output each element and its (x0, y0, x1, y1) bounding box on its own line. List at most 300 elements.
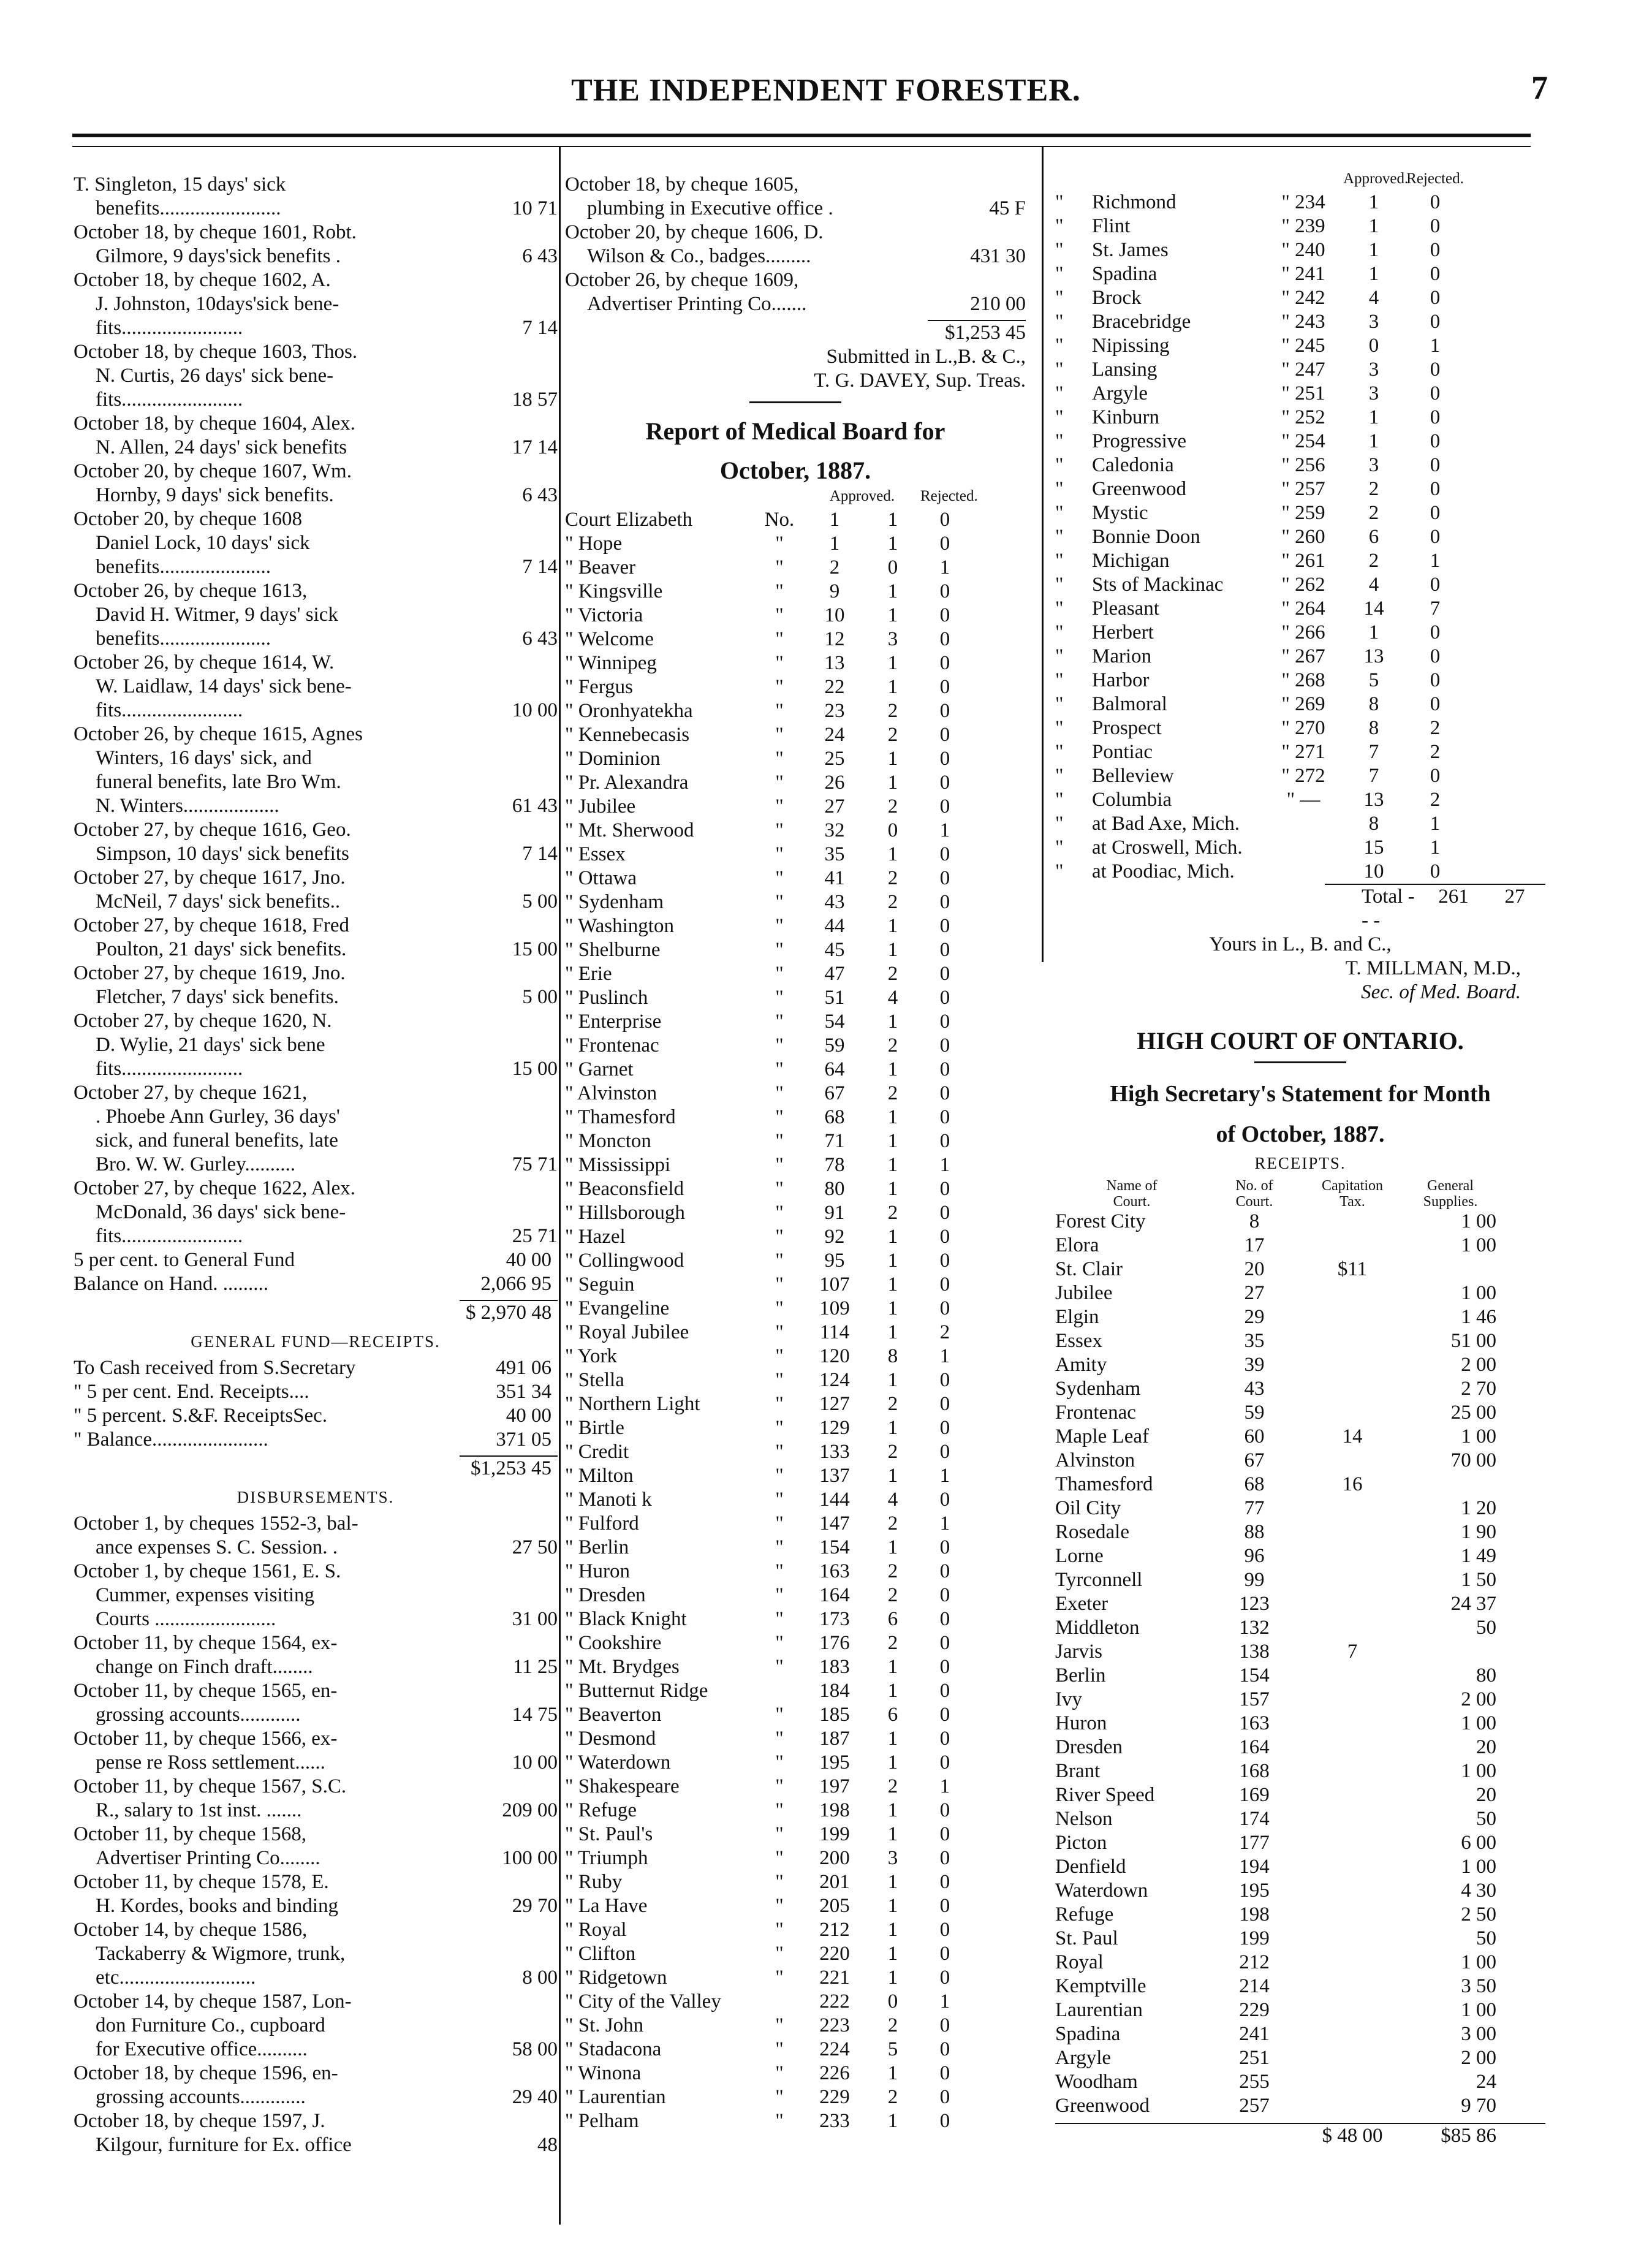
table-cell: 64 (824, 1058, 845, 1080)
table-cell: 0 (939, 1823, 950, 1845)
total-general: $85 86 (1441, 2125, 1496, 2147)
table-cell (1300, 1951, 1404, 1975)
ledger-amount: 100 00 (502, 1847, 558, 1869)
table-cell (1300, 1736, 1404, 1759)
ledger-text: October 11, by cheque 1564, ex- (74, 1632, 338, 1654)
table-cell: Middleton (1055, 1617, 1140, 1639)
table-cell (1264, 836, 1343, 860)
ledger-text: Courts ........................ (96, 1608, 276, 1630)
table-cell: " Beaverton (565, 1704, 662, 1726)
table-cell: 78 (824, 1154, 845, 1176)
table-cell: " (775, 795, 784, 818)
column-1 (74, 173, 558, 2157)
table-cell (1300, 1975, 1404, 1998)
table-cell: 26 (824, 772, 845, 794)
table-cell: 1 (887, 1250, 898, 1272)
ledger-line (74, 1512, 558, 1536)
table-cell: 0 (939, 2038, 950, 2060)
table-cell: 129 (819, 1417, 850, 1439)
ledger-text: benefits...................... (96, 628, 271, 650)
table-cell: Greenwood (1055, 2095, 1150, 2117)
ledger-text: plumbing in Executive office . (587, 197, 833, 219)
ledger-amount: 18 57 (512, 389, 558, 411)
table-cell: " Mt. Brydges (565, 1656, 680, 1678)
ledger-line (74, 364, 558, 388)
table-cell: " Puslinch (565, 987, 648, 1009)
table-cell: 1 (829, 533, 840, 555)
ledger-line (565, 221, 1026, 245)
ledger-text: McDonald, 36 days' sick bene- (96, 1201, 346, 1223)
table-cell: " Winnipeg (565, 652, 657, 674)
table-cell: " (1055, 263, 1064, 285)
table-cell: 241 (1239, 2023, 1270, 2045)
header-line: Tax. (1339, 1194, 1365, 1210)
table-cell: 1 00 (1461, 1712, 1496, 1734)
ledger-line (74, 866, 558, 890)
section-rule (749, 401, 841, 406)
table-cell: " 241 (1281, 263, 1325, 285)
ledger-text: October 26, by cheque 1614, W. (74, 651, 335, 673)
table-cell: " (1055, 693, 1064, 715)
ledger-amount: 491 06 (496, 1357, 551, 1379)
table-cell: " 260 (1281, 526, 1325, 548)
table-cell: 185 (819, 1704, 850, 1726)
table-cell: " (775, 1345, 784, 1367)
table-cell: " (775, 1250, 784, 1272)
table-cell: " 268 (1281, 669, 1325, 691)
table-cell: Alvinston (1055, 1449, 1135, 1471)
table-cell: Sydenham (1055, 1378, 1141, 1400)
table-cell (1300, 1497, 1404, 1520)
table-cell: 1 (1430, 335, 1441, 357)
table-cell: " Huron (565, 1560, 631, 1582)
ledger-text: ance expenses S. C. Session. . (96, 1536, 338, 1558)
table-cell: " (775, 1895, 784, 1917)
table-cell: " (775, 604, 784, 626)
ledger-text: October 14, by cheque 1587, Lon- (74, 1990, 352, 2013)
ledger-amount: 371 05 (496, 1428, 551, 1451)
ledger-line (74, 1428, 558, 1452)
table-cell: 1 00 (1461, 1760, 1496, 1782)
table-cell: 35 (824, 843, 845, 865)
high-court-title: HIGH COURT OF ONTARIO. (1137, 1027, 1464, 1055)
ledger-line (74, 388, 558, 412)
table-cell: 0 (1430, 645, 1441, 667)
ledger-line (74, 1380, 558, 1404)
table-cell: 1 (887, 1967, 898, 1989)
table-cell: 114 (819, 1321, 850, 1343)
table-cell: 195 (819, 1751, 850, 1774)
table-cell: " Stella (565, 1369, 624, 1391)
ledger-text: Advertiser Printing Co........ (96, 1847, 320, 1869)
table-cell: 8 (1368, 813, 1379, 835)
table-cell: " (775, 652, 784, 674)
table-cell: 8 (1368, 693, 1379, 715)
table-cell: 71 (824, 1130, 845, 1152)
signer-title: Sec. of Med. Board. (1361, 981, 1521, 1003)
table-cell: " Kingsville (565, 580, 663, 602)
table-cell: 147 (819, 1512, 850, 1535)
ledger-line (74, 1560, 558, 1584)
table-cell: " Birtle (565, 1417, 624, 1439)
table-cell: 1 (887, 2110, 898, 2132)
table-cell: " (775, 1704, 784, 1726)
ledger-text: R., salary to 1st inst. ....... (96, 1799, 302, 1821)
table-cell: " Laurentian (565, 2086, 666, 2108)
table-cell: 2 (939, 1321, 950, 1343)
total-rejected: 27 (1504, 886, 1525, 908)
table-cell: 77 (1244, 1497, 1265, 1519)
table-cell: 1 (1368, 406, 1379, 428)
table-cell: " (775, 1512, 784, 1535)
header-rule (72, 134, 1531, 147)
table-cell: " (1055, 191, 1064, 213)
table-cell: 2 (887, 1082, 898, 1104)
table-cell: " (775, 748, 784, 770)
ledger-line (74, 1536, 558, 1560)
ledger-text: . Phoebe Ann Gurley, 36 days' (96, 1106, 340, 1128)
table-cell: 1 (887, 1369, 898, 1391)
table-cell: at Poodiac, Mich. (1092, 860, 1235, 882)
table-cell: Prospect (1092, 717, 1162, 739)
ledger-line (74, 842, 558, 866)
table-cell: " (775, 819, 784, 841)
ledger-line (74, 1631, 558, 1655)
table-cell: Bonnie Doon (1092, 526, 1200, 548)
table-cell: 1 (939, 1154, 950, 1176)
table-cell: " 252 (1281, 406, 1325, 428)
ledger-amount: 45 F (989, 197, 1026, 219)
table-cell: 3 (887, 1847, 898, 1869)
table-cell: Essex (1055, 1330, 1102, 1352)
ledger-line (74, 531, 558, 555)
table-cell: 0 (939, 891, 950, 913)
table-cell: 0 (939, 963, 950, 985)
table-cell: Frontenac (1055, 1402, 1136, 1424)
table-cell: 13 (824, 652, 845, 674)
table-cell: " Victoria (565, 604, 643, 626)
table-cell: Spadina (1092, 263, 1158, 285)
table-cell: 123 (1239, 1593, 1270, 1615)
ledger-amount: 7 14 (522, 556, 558, 578)
table-cell: 2 (887, 700, 898, 722)
ledger-line (74, 1846, 558, 1870)
ledger-text: October 27, by cheque 1620, N. (74, 1010, 332, 1032)
section-heading: GENERAL FUND—RECEIPTS. (191, 1332, 441, 1351)
table-cell: 0 (939, 915, 950, 937)
receipts-heading: RECEIPTS. (1254, 1154, 1346, 1172)
table-cell: 0 (1430, 359, 1441, 381)
ledger-line (74, 794, 558, 818)
ledger-line (74, 484, 558, 507)
table-cell: 2 70 (1461, 1378, 1496, 1400)
table-cell: " (1055, 215, 1064, 237)
ledger-text: fits........................ (96, 699, 243, 721)
ledger-line (74, 1153, 558, 1177)
table-cell: " 242 (1281, 287, 1325, 309)
table-cell: at Bad Axe, Mich. (1092, 813, 1240, 835)
ledger-text: W. Laidlaw, 14 days' sick bene- (96, 675, 352, 697)
table-cell: 27 (1244, 1282, 1265, 1304)
table-cell: 2 (829, 556, 840, 579)
table-cell: 1 (1368, 621, 1379, 643)
ledger-amount: 75 71 (512, 1153, 558, 1175)
table-cell: 3 50 (1461, 1975, 1496, 1997)
table-cell: " La Have (565, 1895, 648, 1917)
column-2 (565, 173, 1026, 2133)
table-cell: 4 (887, 1489, 898, 1511)
table-cell: " 239 (1281, 215, 1325, 237)
table-cell: 27 (824, 795, 845, 818)
ledger-text: Balance on Hand. ......... (74, 1273, 268, 1295)
table-cell: 9 (829, 580, 840, 602)
table-cell (1300, 1353, 1404, 1377)
table-cell: " (775, 1202, 784, 1224)
table-cell: 7 (1368, 741, 1379, 763)
table-cell: 1 00 (1461, 1282, 1496, 1304)
table-cell: 1 (887, 652, 898, 674)
table-cell: " (775, 1393, 784, 1415)
table-cell: 0 (939, 2062, 950, 2084)
table-cell: 1 00 (1461, 1425, 1496, 1447)
table-header: Approved. (1343, 170, 1409, 187)
table-cell (1300, 1831, 1404, 1855)
table-cell: 50 (1476, 1808, 1496, 1830)
ledger-line (74, 1177, 558, 1201)
ledger-text: fits........................ (96, 389, 243, 411)
table-cell: " (775, 891, 784, 913)
ledger-text: Hornby, 9 days' sick benefits. (96, 484, 334, 506)
table-cell: 23 (824, 700, 845, 722)
table-cell: 4 (887, 987, 898, 1009)
table-cell: " Evangeline (565, 1297, 670, 1319)
table-cell: " 256 (1281, 454, 1325, 476)
table-cell: 1 (887, 1130, 898, 1152)
table-cell: Columbia (1092, 789, 1172, 811)
table-cell: at Croswell, Mich. (1092, 837, 1243, 859)
table-cell: 1 (887, 509, 898, 531)
ledger-line (565, 292, 1026, 316)
table-cell: 39 (1244, 1354, 1265, 1376)
table-cell: 0 (939, 987, 950, 1009)
table-cell: 2 (887, 1441, 898, 1463)
ledger-amount: 5 00 (522, 890, 558, 912)
section-heading: DISBURSEMENTS. (237, 1488, 395, 1506)
table-cell: Tyrconnell (1055, 1569, 1143, 1591)
total-capitation: $ 48 00 (1322, 2125, 1383, 2147)
table-cell: 1 (887, 939, 898, 961)
table-cell: No. (764, 509, 795, 531)
table-cell: 59 (824, 1034, 845, 1057)
table-cell: Marion (1092, 645, 1152, 667)
table-cell: 0 (1430, 239, 1441, 261)
table-cell: 1 (887, 1011, 898, 1033)
table-cell: Rosedale (1055, 1521, 1129, 1543)
table-cell: " Stadacona (565, 2038, 662, 2060)
table-cell (1300, 1210, 1404, 1234)
table-cell: 1 (1368, 263, 1379, 285)
ledger-text: N. Winters................... (96, 795, 279, 817)
table-cell (1404, 1473, 1496, 1497)
ledger-line (74, 1775, 558, 1799)
table-cell: 223 (819, 2014, 850, 2036)
table-cell: 2 (1368, 502, 1379, 524)
table-cell: 0 (939, 1943, 950, 1965)
table-cell: 2 (887, 1632, 898, 1654)
table-cell: 164 (1239, 1736, 1270, 1758)
ledger-line (74, 292, 558, 316)
total-row (565, 321, 1026, 345)
table-cell: 1 00 (1461, 1234, 1496, 1256)
table-cell: 1 (887, 1297, 898, 1319)
table-cell: 1 (887, 1943, 898, 1965)
table-cell: 154 (1239, 1664, 1270, 1686)
table-cell: 198 (1239, 1903, 1270, 1925)
table-cell (1300, 1688, 1404, 1712)
table-cell: 0 (939, 1536, 950, 1558)
table-cell: 6 (887, 1608, 898, 1630)
table-cell: Ivy (1055, 1688, 1082, 1710)
table-cell: 2 (1430, 741, 1441, 763)
table-cell: 0 (939, 795, 950, 818)
table-cell: 0 (939, 533, 950, 555)
ledger-amount: 6 43 (522, 484, 558, 506)
table-cell: 0 (1430, 263, 1441, 285)
total-amount: $1,253 45 (471, 1457, 551, 1479)
table-cell (1300, 1879, 1404, 1903)
ledger-text: October 27, by cheque 1617, Jno. (74, 867, 346, 889)
table-header (565, 484, 755, 508)
ledger-line (74, 1727, 558, 1751)
table-cell: 1 (829, 509, 840, 531)
ledger-line (74, 1201, 558, 1224)
ledger-line (74, 675, 558, 699)
table-cell (1300, 1998, 1404, 2022)
table-cell: " (775, 1799, 784, 1821)
ledger-text: October 26, by cheque 1609, (565, 269, 799, 291)
table-cell: " (775, 1871, 784, 1893)
table-cell: " Butternut Ridge (565, 1680, 708, 1702)
table-cell: 3 (1368, 454, 1379, 476)
table-cell: " Dominion (565, 748, 661, 770)
table-cell: Lorne (1055, 1545, 1104, 1567)
table-cell: 1 (1368, 239, 1379, 261)
ledger-amount: 6 43 (522, 245, 558, 267)
table-cell: " (1055, 741, 1064, 763)
table-cell: " (775, 1034, 784, 1057)
table-cell: 29 (1244, 1306, 1265, 1328)
table-cell: 0 (1368, 335, 1379, 357)
table-cell: 0 (1430, 406, 1441, 428)
table-cell: " (1055, 239, 1064, 261)
table-cell: " (775, 1178, 784, 1200)
table-cell: 0 (939, 1106, 950, 1128)
table-cell: " (775, 2038, 784, 2060)
ledger-line (74, 1248, 558, 1272)
table-cell: St. James (1092, 239, 1169, 261)
table-cell: 0 (1430, 526, 1441, 548)
ledger-line (74, 173, 558, 197)
ledger-text: October 27, by cheque 1616, Geo. (74, 819, 351, 841)
ledger-amount: 31 00 (512, 1608, 558, 1630)
table-cell: 1 (887, 1919, 898, 1941)
table-cell: 212 (1239, 1951, 1270, 1973)
ledger-text: October 18, by cheque 1597, J. (74, 2110, 325, 2132)
table-cell: " Beaconsfield (565, 1178, 684, 1200)
table-cell: " (775, 1967, 784, 1989)
ledger-text: October 27, by cheque 1618, Fred (74, 914, 349, 936)
ledger-text: " 5 per cent. End. Receipts.... (74, 1381, 309, 1403)
table-cell: 44 (824, 915, 845, 937)
table-cell: 10 (1363, 860, 1384, 882)
table-cell: River Speed (1055, 1784, 1155, 1806)
table-cell: 67 (1244, 1449, 1265, 1471)
table-cell: 127 (819, 1393, 850, 1415)
table-cell: " (775, 2110, 784, 2132)
table-cell (1300, 1449, 1404, 1473)
table-cell: 68 (824, 1106, 845, 1128)
table-cell (1300, 1305, 1404, 1329)
ledger-line (74, 1404, 558, 1428)
table-cell: " Seguin (565, 1273, 635, 1296)
table-cell: " (775, 939, 784, 961)
table-cell: 255 (1239, 2071, 1270, 2093)
table-cell: 12 (824, 628, 845, 650)
ledger-line (565, 245, 1026, 268)
table-cell (1300, 1616, 1404, 1640)
header-line: Supplies. (1423, 1194, 1478, 1210)
table-cell: 0 (939, 1393, 950, 1415)
table-cell: 144 (819, 1489, 850, 1511)
table-cell: 163 (1239, 1712, 1270, 1734)
table-cell: Balmoral (1092, 693, 1167, 715)
ledger-line (74, 1799, 558, 1823)
table-cell: 7 (1347, 1641, 1358, 1663)
table-cell: " Northern Light (565, 1393, 700, 1415)
ledger-text: fits........................ (96, 1058, 243, 1080)
table-cell: " 264 (1281, 598, 1325, 620)
ledger-line (74, 1033, 558, 1057)
table-cell: 1 00 (1461, 1951, 1496, 1973)
table-cell: " Enterprise (565, 1011, 662, 1033)
ledger-amount: 61 43 (512, 795, 558, 817)
table-cell: " (1055, 789, 1064, 811)
table-cell: 0 (939, 1034, 950, 1057)
table-cell: 20 (1244, 1258, 1265, 1280)
ledger-text: grossing accounts............ (96, 1704, 301, 1726)
ledger-line (74, 1679, 558, 1703)
ledger-line (74, 2038, 558, 2062)
ledger-text: October 20, by cheque 1608 (74, 508, 302, 530)
table-cell: Nipissing (1092, 335, 1170, 357)
table-cell: " Oronhyatekha (565, 700, 693, 722)
ledger-text: Bro. W. W. Gurley.......... (96, 1153, 296, 1175)
table-cell: " (1055, 574, 1064, 596)
table-cell: 194 (1239, 1856, 1270, 1878)
table-cell: Lansing (1092, 359, 1158, 381)
table-cell: " Milton (565, 1465, 634, 1487)
ledger-line (74, 1009, 558, 1033)
table-cell: " (775, 1823, 784, 1845)
table-cell: 50 (1476, 1927, 1496, 1949)
table-cell (1404, 1258, 1496, 1281)
table-cell: " (775, 1632, 784, 1654)
table-cell: " 247 (1281, 359, 1325, 381)
ledger-line (74, 723, 558, 746)
ledger-amount: 10 00 (512, 1751, 558, 1774)
ledger-line (74, 2085, 558, 2109)
table-cell: Laurentian (1055, 1999, 1143, 2021)
